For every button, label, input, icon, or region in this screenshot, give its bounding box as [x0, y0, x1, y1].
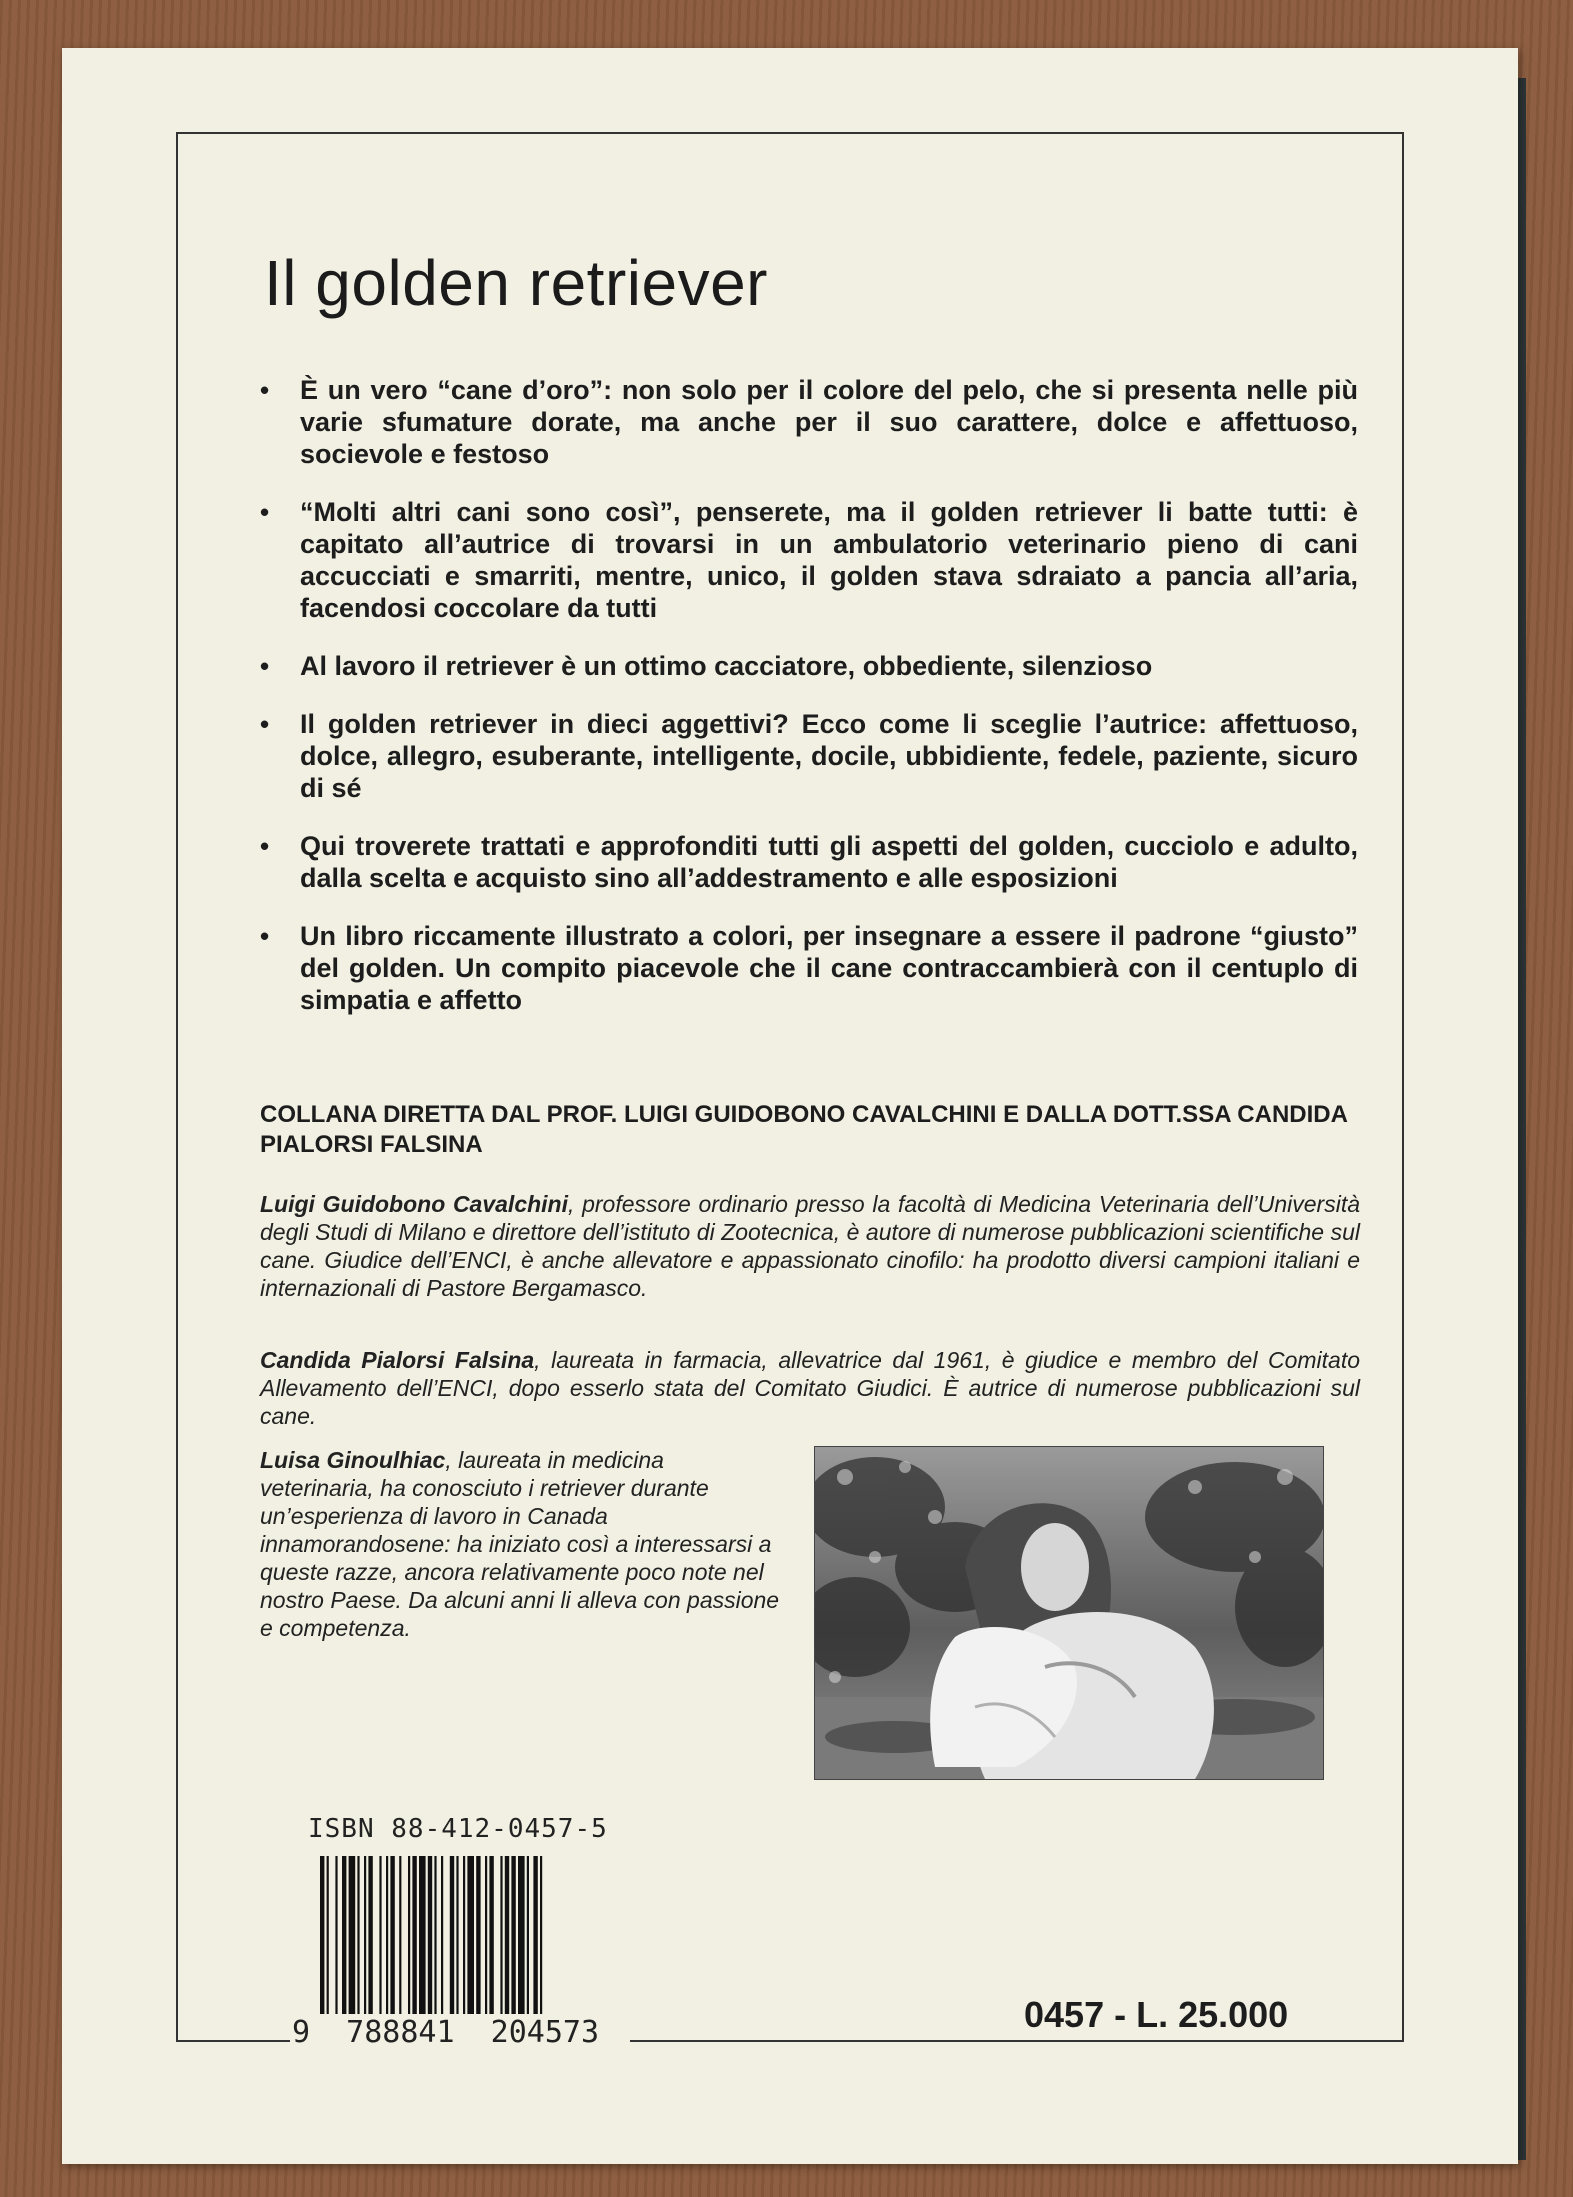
author-photo: [814, 1446, 1324, 1780]
bio-cavalchini: [260, 1190, 1360, 1302]
bio-name: Luisa Ginoulhiac: [260, 1447, 446, 1473]
barcode-bar: [527, 1856, 529, 2014]
barcode-bar: [399, 1856, 401, 2014]
bullet-text: È un vero “cane d’oro”: non solo per il colore del pelo, che si presenta nelle più varie sfumature dorate, ma anche per il suo carattere, dolce e affettuoso, socievole e festoso: [300, 375, 1358, 469]
bio-text: , professore ordinario presso la facoltà di Medicina Veterinaria dell’Università degli Studi di Milano e direttore dell’istituto di Zootecnica, è autore di numerose pubblicazioni scientifiche sul cane. Giudice dell’ENCI, è anche allevatore e appassionato cinofilo: ha prodotto diversi campioni italiani e internazionali di Pastore Bergamasco.: [260, 1191, 1360, 1301]
bullet-item: [258, 496, 1358, 624]
barcode-bar: [368, 1856, 372, 2014]
series-editors: COLLANA DIRETTA DAL PROF. LUIGI GUIDOBONO CAVALCHINI E DALLA DOTT.SSA CANDIDA PIALORSI FALSINA: [260, 1101, 1348, 1158]
barcode-bar: [386, 1856, 388, 2014]
barcode: [290, 1856, 630, 2048]
bullet-text: “Molti altri cani sono così”, penserete, ma il golden retriever li batte tutti: è capitato all’autrice di trovarsi in un ambulatorio veterinario pieno di cani accucciati e smarriti, mentre, unico, il golden stava sdraiato a pancia all’aria, facendosi coccolare da tutti: [300, 497, 1358, 623]
bio-text: , laureata in medicina veterinaria, ha conosciuto i retriever durante un’esperienza di lavoro in Canada innamorandosene: ha iniziato così a interessarsi a queste razze, ancora relativamente poco note nel nostro Paese. Da alcuni anni li alleva con passione e competenza.: [260, 1447, 780, 1641]
barcode-bar: [349, 1856, 356, 2014]
barcode-bar: [390, 1856, 394, 2014]
bio-pialorsi: [260, 1346, 1360, 1430]
bio-name: Candida Pialorsi Falsina: [260, 1347, 535, 1373]
barcode-bar: [320, 1856, 324, 2026]
bullet-item: [258, 920, 1358, 1016]
barcode-bar: [511, 1856, 515, 2014]
barcode-bar: [327, 1856, 329, 2026]
bullet-item: [258, 374, 1358, 470]
barcode-graphic: [290, 1856, 630, 2048]
bullet-dot: •: [260, 831, 270, 861]
barcode-bar: [408, 1856, 410, 2014]
barcode-bar: [463, 1856, 465, 2014]
barcode-bar: [467, 1856, 474, 2014]
bullet-item: [258, 650, 1358, 682]
bullet-dot: •: [260, 921, 270, 951]
bullet-text: Al lavoro il retriever è un ottimo cacciatore, obbediente, silenzioso: [300, 651, 1153, 681]
barcode-bar: [489, 1856, 493, 2014]
book-back-cover: [62, 48, 1518, 2164]
isbn-text: ISBN 88-412-0457-5: [308, 1814, 608, 1844]
bullet-dot: •: [260, 375, 270, 405]
author-photo-image: [815, 1447, 1323, 1779]
bio-ginoulhiac: [260, 1446, 780, 1642]
barcode-bar: [485, 1856, 487, 2014]
barcode-bar: [500, 1856, 502, 2014]
bio-name: Luigi Guidobono Cavalchini: [260, 1191, 568, 1217]
bullet-item: [258, 830, 1358, 894]
price-label: 0457 - L. 25.000: [1024, 1994, 1289, 2035]
bullet-item: [258, 708, 1358, 804]
bullet-dot: •: [260, 497, 270, 527]
barcode-bar: [533, 1856, 537, 2026]
barcode-bar: [540, 1856, 542, 2026]
barcode-bar: [450, 1856, 454, 2014]
bullet-dot: •: [260, 651, 270, 681]
bullet-text: Un libro riccamente illustrato a colori, per insegnare a essere il padrone “giusto” del golden. Un compito piacevole che il cane contraccambierà con il centuplo di simpatia e affetto: [300, 921, 1358, 1015]
barcode-bar: [476, 1856, 480, 2014]
book-title: Il golden retriever: [264, 247, 768, 319]
barcode-bar: [518, 1856, 525, 2014]
barcode-bar: [379, 1856, 381, 2014]
barcode-bar: [441, 1856, 443, 2014]
bullet-text: Qui troverete trattati e approfonditi tutti gli aspetti del golden, cucciolo e adulto, dalla scelta e acquisto sino all’addestramento e alle esposizioni: [300, 831, 1358, 893]
bullet-list: [258, 374, 1358, 1042]
barcode-bar: [419, 1856, 426, 2014]
barcode-bar: [364, 1856, 366, 2014]
barcode-bar: [505, 1856, 509, 2014]
barcode-bar: [357, 1856, 359, 2014]
bullet-text: Il golden retriever in dieci aggettivi? Ecco come li sceglie l’autrice: affettuoso, dolce, allegro, esuberante, intelligente, docile, ubbidiente, fedele, paziente, sicuro di sé: [300, 709, 1358, 803]
bullet-dot: •: [260, 709, 270, 739]
barcode-bar: [412, 1856, 416, 2014]
barcode-bar: [342, 1856, 346, 2014]
barcode-bar: [434, 1856, 436, 2014]
barcode-bar: [335, 1856, 337, 2014]
barcode-bar: [428, 1856, 432, 2014]
barcode-digits: 9 788841 204573: [292, 2015, 600, 2048]
bio-text: , laureata in farmacia, allevatrice dal 1961, è giudice e membro del Comitato Allevamento dell’ENCI, dopo esserlo stata del Comitato Giudici. È autrice di numerose pubblicazioni sul cane.: [260, 1347, 1361, 1429]
barcode-bar: [456, 1856, 458, 2014]
cover-frame: [176, 132, 1404, 2048]
